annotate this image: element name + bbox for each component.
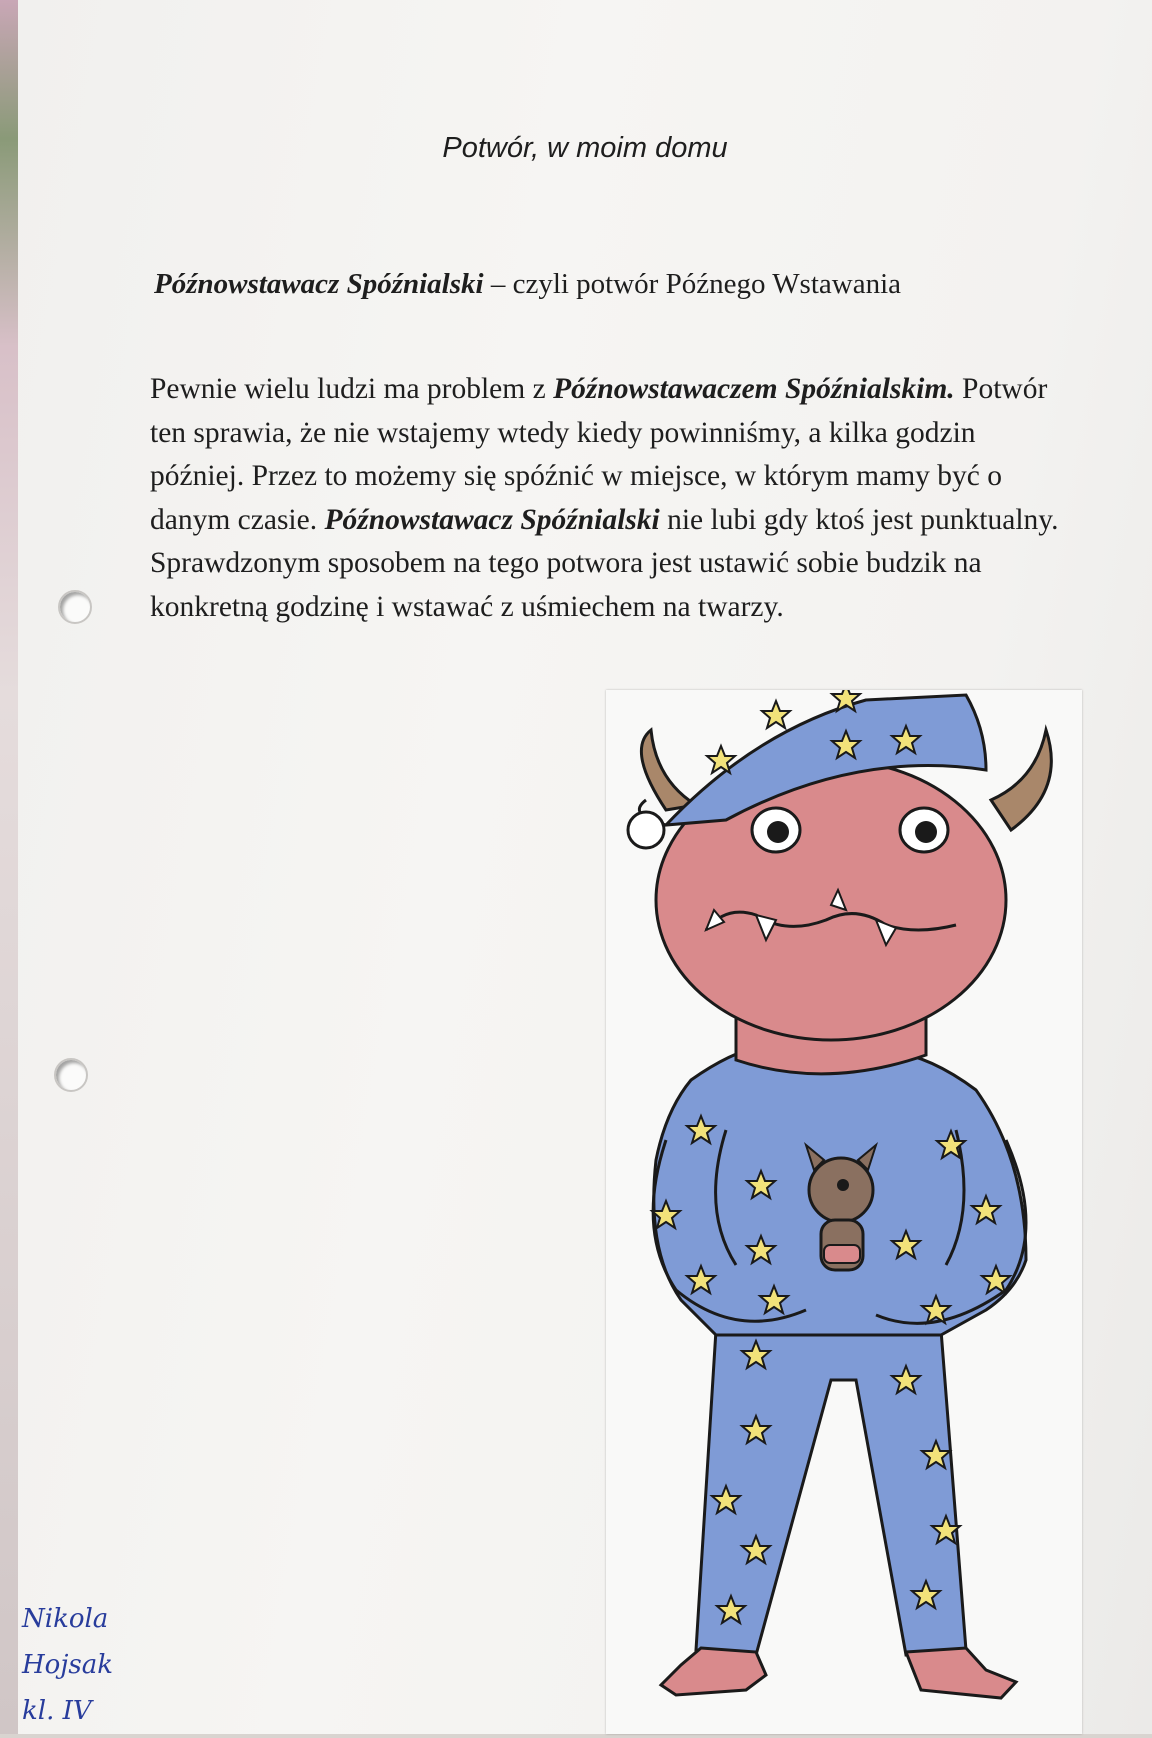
paragraph-text: nie lubi gdy ktoś jest punktualny. Sprawdzonym sposobem na tego potwora jest ustawić sobie budzik na konkretną godzinę i wstawać z uśmiechem na twarzy.: [150, 503, 1059, 623]
signature-first-name: Nikola: [22, 1604, 109, 1634]
right-foot: [906, 1648, 1016, 1698]
bold-monster-name: Późnowstawacz Spóźnialski: [324, 503, 660, 536]
monster-name-heading: [154, 258, 1054, 310]
author-signature: [22, 1596, 172, 1734]
paragraph-text: Potwór ten sprawia, że nie wstajemy wtedy kiedy powinniśmy, a kilka godzin później. Przez to możemy się spóźnić w miejsce, w którym mamy być o danym czasie.: [150, 373, 1048, 536]
document-page: [18, 0, 1152, 1734]
bold-monster-name: Późnowstawaczem Spóźnialskim.: [553, 373, 955, 405]
right-horn: [991, 730, 1051, 830]
page-title: Potwór, w moim domu: [442, 132, 728, 164]
left-foot: [661, 1648, 766, 1695]
punch-hole: [54, 1058, 88, 1092]
paragraph-text: Pewnie wielu ludzi ma problem z: [150, 373, 554, 405]
punch-hole: [58, 590, 92, 624]
monster-drawing: [606, 690, 1082, 1734]
monster-illustration: [606, 690, 1082, 1734]
body-paragraph: [150, 368, 1070, 629]
signature-last-name: Hojsak: [22, 1650, 113, 1680]
monster-name: Późnowstawacz Spóźnialski: [154, 268, 484, 300]
page-edge-decoration: [0, 0, 18, 1734]
signature-class: kl. IV: [22, 1696, 92, 1726]
left-horn: [641, 730, 696, 810]
monster-name-description: – czyli potwór Późnego Wstawania: [483, 268, 902, 300]
cap-pompom: [628, 812, 664, 848]
